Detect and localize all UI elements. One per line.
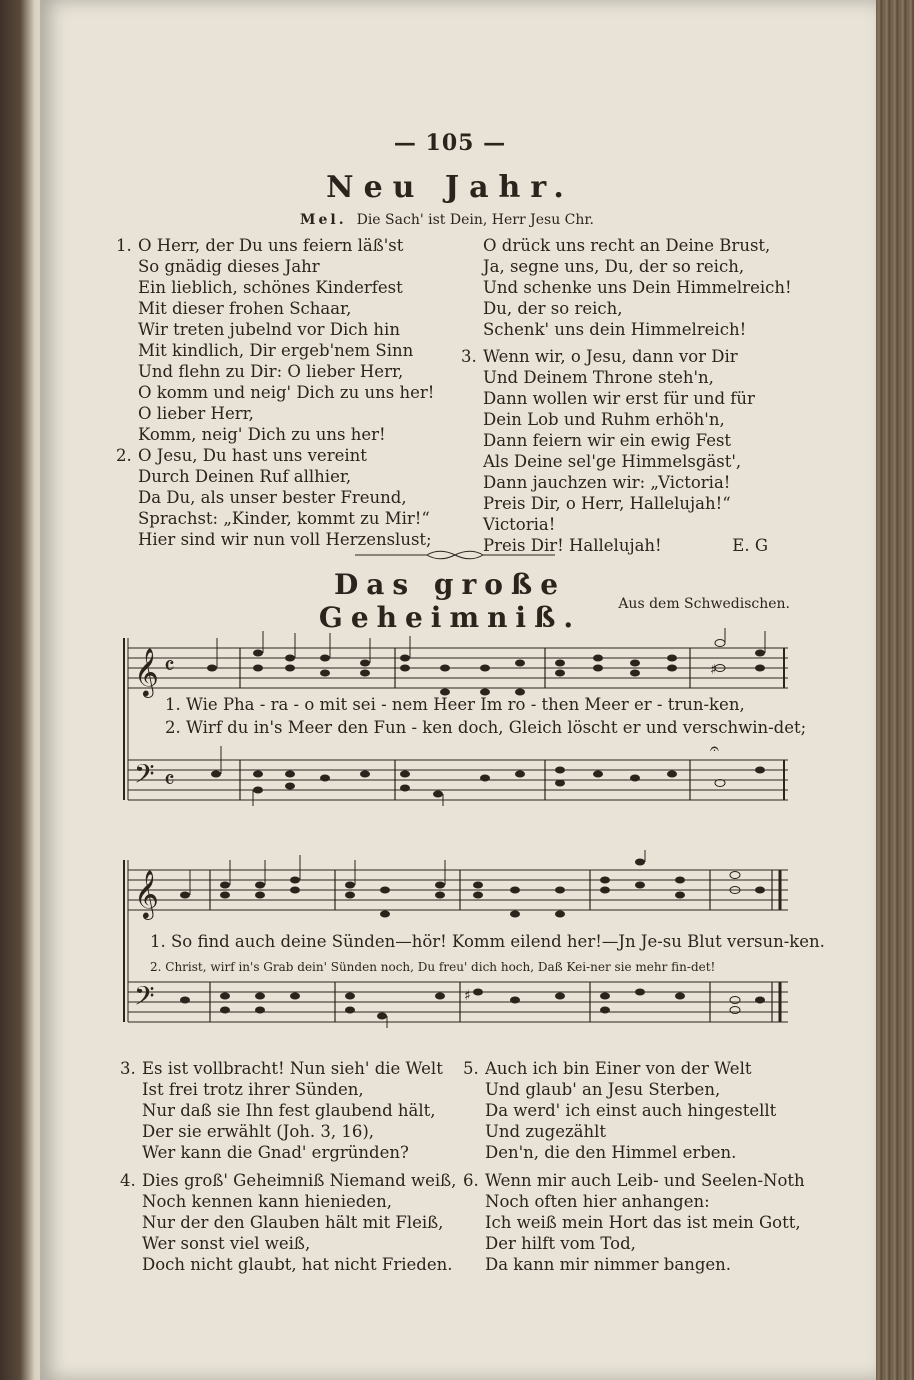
lyric-line: 2. Wirf du in's Meer den Fun - ken doch, Gleich löscht er und verschwin-det; xyxy=(165,718,807,737)
verse-line: Dann wollen wir erst für und für xyxy=(483,389,755,408)
lyric-line: 2. Christ, wirf in's Grab dein' Sünden noch, Du freu' dich hoch, Daß Kei-ner sie mehr fin-det! xyxy=(150,960,716,974)
verse-line: Ich weiß mein Hort das ist mein Gott, xyxy=(485,1213,801,1232)
page-number: — 105 — xyxy=(393,130,507,156)
verse-line: Wenn mir auch Leib- und Seelen-Noth xyxy=(485,1171,805,1190)
verse-line: Der hilft vom Tod, xyxy=(485,1234,636,1253)
melody-key: Mel. xyxy=(300,212,347,228)
verse-1-continued xyxy=(483,235,792,340)
verse-line: Mit dieser frohen Schaar, xyxy=(138,299,352,318)
verse-line: Dann feiern wir ein ewig Fest xyxy=(483,431,732,450)
verse-line: Nur der den Glauben hält mit Fleiß, xyxy=(142,1213,444,1232)
verse-line: Sprachst: „Kinder, kommt zu Mir!“ xyxy=(138,509,430,528)
verse-line: Und flehn zu Dir: O lieber Herr, xyxy=(138,362,404,381)
verse-line: Da kann mir nimmer bangen. xyxy=(485,1255,732,1274)
bass-clef-icon: 𝄢 xyxy=(134,758,155,796)
verse-line: Dein Lob und Ruhm erhöh'n, xyxy=(483,410,725,429)
verse-line: Und Deinem Throne steh'n, xyxy=(483,368,714,387)
verse-number: 4. xyxy=(120,1171,136,1190)
verse-number: 5. xyxy=(463,1059,479,1078)
verse-line: Als Deine sel'ge Himmelsgäst', xyxy=(483,452,742,471)
melody-name: Die Sach' ist Dein, Herr Jesu Chr. xyxy=(356,212,594,228)
verse-line: So gnädig dieses Jahr xyxy=(138,257,320,276)
verse-line: Doch nicht glaubt, hat nicht Frieden. xyxy=(142,1255,453,1274)
verse-line: Du, der so reich, xyxy=(483,299,623,318)
hymn-title: Neu Jahr. xyxy=(326,170,574,205)
verse-line: O drück uns recht an Deine Brust, xyxy=(483,236,771,255)
lyric-line: 1. Wie Pha - ra - o mit sei - nem Heer Im ro - then Meer er - trun-ken, xyxy=(165,695,745,714)
verse-line: O Jesu, Du hast uns vereint xyxy=(138,446,367,465)
page-edges xyxy=(876,0,914,1380)
verse-line: O Herr, der Du uns feiern läß'st xyxy=(138,236,404,255)
verse-line: Durch Deinen Ruf allhier, xyxy=(138,467,352,486)
verse-line: Und glaub' an Jesu Sterben, xyxy=(485,1080,721,1099)
verse-line: Der sie erwählt (Joh. 3, 16), xyxy=(142,1122,375,1141)
verse-number: 1. xyxy=(116,236,132,255)
verse-4 xyxy=(120,1170,457,1275)
note-stems xyxy=(217,628,765,806)
bass-clef-icon: 𝄢 xyxy=(134,980,155,1018)
treble-clef-icon: 𝄞 xyxy=(134,869,159,918)
verse-line: Victoria! xyxy=(483,515,556,534)
bass-staff xyxy=(128,760,788,800)
verse-line: Ja, segne uns, Du, der so reich, xyxy=(483,257,745,276)
verse-number: 3. xyxy=(120,1059,136,1078)
verse-line: O lieber Herr, xyxy=(138,404,254,423)
verse-line: Hier sind wir nun voll Herzenslust; xyxy=(138,530,432,549)
verse-line: Da werd' ich einst auch hingestellt xyxy=(485,1101,777,1120)
verse-line: Und zugezählt xyxy=(485,1122,607,1141)
bass-staff xyxy=(128,982,788,1022)
common-time-icon: 𝄴 xyxy=(164,766,175,794)
verse-number: 6. xyxy=(463,1171,479,1190)
verse-line: Komm, neig' Dich zu uns her! xyxy=(138,425,386,444)
verse-line: Ist frei trotz ihrer Sünden, xyxy=(142,1080,364,1099)
hymn-source: Aus dem Schwedischen. xyxy=(618,596,790,612)
ornament-divider xyxy=(355,550,555,560)
verse-line: Ein lieblich, schönes Kinderfest xyxy=(138,278,403,297)
treble-clef-icon: 𝄞 xyxy=(134,647,159,696)
lyric-line: 1. So find auch deine Sünden—hör! Komm eilend her!—Jn Je-su Blut versun-ken. xyxy=(150,932,825,951)
verse-1 xyxy=(116,235,435,445)
verse-3 xyxy=(461,346,768,556)
sharp-icon: ♯ xyxy=(710,662,717,678)
treble-staff xyxy=(128,648,788,688)
sharp-icon: ♯ xyxy=(464,988,471,1004)
verse-line: Den'n, die den Himmel erben. xyxy=(485,1143,737,1162)
verse-line: Dann jauchzen wir: „Victoria! xyxy=(483,473,731,492)
verse-line: Dies groß' Geheimniß Niemand weiß, xyxy=(142,1171,457,1190)
verse-number: 2. xyxy=(116,446,132,465)
verse-6 xyxy=(463,1170,805,1275)
verse-line: Preis Dir, o Herr, Hallelujah!“ xyxy=(483,494,731,513)
verse-number: 3. xyxy=(461,347,477,366)
verse-line: Mit kindlich, Dir ergeb'nem Sinn xyxy=(138,341,414,360)
verse-line: O komm und neig' Dich zu uns her! xyxy=(138,383,435,402)
verse-line: Wer kann die Gnad' ergründen? xyxy=(142,1143,409,1162)
verse-3 xyxy=(120,1058,443,1163)
common-time-icon: 𝄴 xyxy=(164,652,175,680)
verse-line: Und schenke uns Dein Himmelreich! xyxy=(483,278,792,297)
verse-line: Noch kennen kann hienieden, xyxy=(142,1192,393,1211)
verse-line-text: Preis Dir! Hallelujah! xyxy=(483,536,662,555)
verse-line: Wenn wir, o Jesu, dann vor Dir xyxy=(483,347,738,366)
verse-line: Wir treten jubelnd vor Dich hin xyxy=(138,320,400,339)
hymn-title: Das große Geheimniß. xyxy=(318,568,582,634)
author-signature: E. G xyxy=(732,536,768,555)
verse-line: Da Du, als unser bester Freund, xyxy=(138,488,407,507)
fermata-icon: 𝄐 xyxy=(710,739,719,758)
treble-staff xyxy=(128,870,788,910)
verse-line: Nur daß sie Ihn fest glaubend hält, xyxy=(142,1101,436,1120)
verse-line: Es ist vollbracht! Nun sieh' die Welt xyxy=(142,1059,443,1078)
verse-line: Auch ich bin Einer von der Welt xyxy=(485,1059,752,1078)
verse-line: Wer sonst viel weiß, xyxy=(142,1234,311,1253)
melody-line xyxy=(300,212,660,228)
verse-5 xyxy=(463,1058,777,1163)
verse-line: Schenk' uns dein Himmelreich! xyxy=(483,320,747,339)
verse-2 xyxy=(116,445,432,550)
verse-line: Noch often hier anhangen: xyxy=(485,1192,710,1211)
